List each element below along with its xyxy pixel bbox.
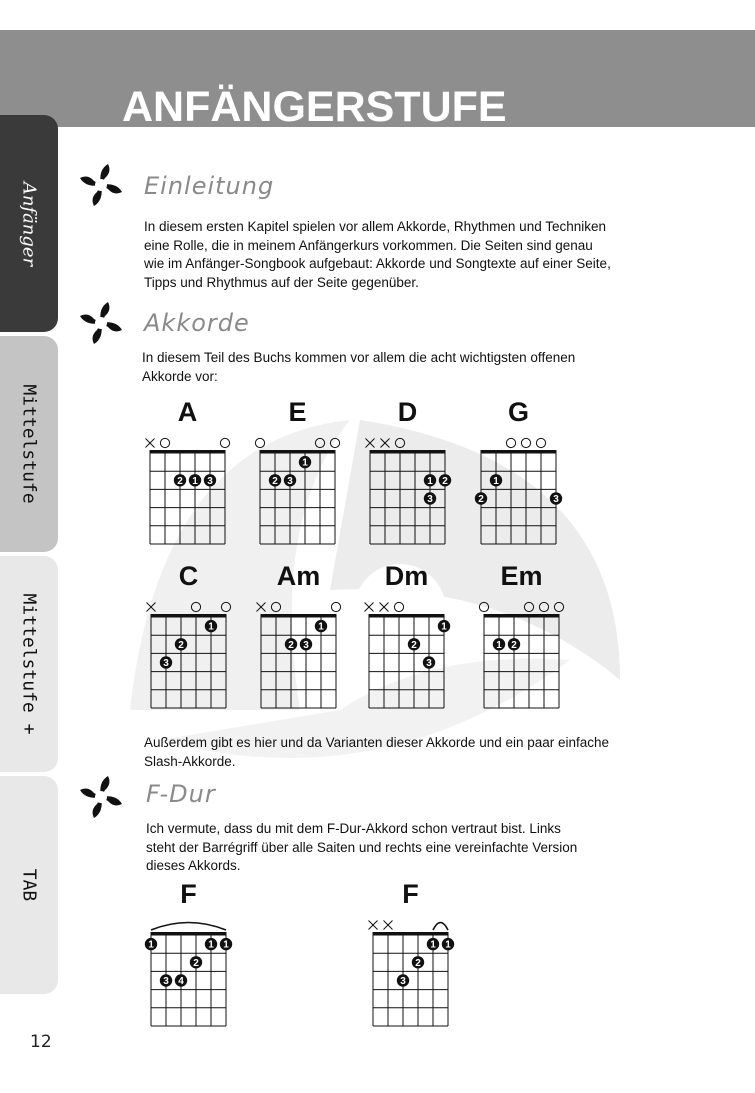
finger-number: 1: [318, 621, 324, 633]
intro-line: In diesem ersten Kapitel spielen vor allem Akkorde, Rhythmen und Techniken: [144, 219, 607, 234]
nut: [370, 450, 446, 454]
open-string-marker: [394, 602, 403, 611]
finger-number: 2: [415, 957, 421, 969]
finger-number: 3: [427, 494, 433, 506]
nut: [373, 932, 449, 936]
pinwheel-icon: [78, 774, 124, 820]
open-string-marker: [330, 438, 339, 447]
open-string-marker: [160, 438, 169, 447]
open-string-marker: [536, 438, 545, 447]
chords-paragraph: [142, 349, 575, 386]
section-title-einleitung: Einleitung: [144, 172, 275, 200]
finger-number: 2: [442, 475, 448, 487]
finger-number: 1: [427, 475, 433, 487]
chapter-title: ANFÄNGERSTUFE: [122, 83, 507, 131]
finger-number: 1: [430, 939, 436, 951]
finger-number: 1: [496, 639, 502, 651]
fdur-line: dieses Akkords.: [146, 858, 241, 873]
open-string-marker: [315, 438, 324, 447]
open-string-marker: [554, 602, 563, 611]
open-string-marker: [524, 602, 533, 611]
chord-grid: [363, 885, 458, 1030]
chord-name: D: [397, 397, 418, 427]
finger-number: 1: [223, 939, 229, 951]
open-string-marker: [539, 602, 548, 611]
open-string-marker: [220, 438, 229, 447]
fdur-line: Ich vermute, dass du mit dem F-Dur-Akkord schon vertraut bist. Links: [146, 821, 561, 836]
finger-number: 2: [478, 494, 484, 506]
open-string-marker: [395, 438, 404, 447]
tab-mittelstufe-plus[interactable]: [0, 556, 58, 772]
tab-tab[interactable]: [0, 776, 58, 994]
chords-line: Akkorde vor:: [142, 368, 218, 384]
open-string-marker: [479, 602, 488, 611]
finger-number: 1: [493, 475, 499, 487]
finger-number: 1: [445, 939, 451, 951]
chord-name: A: [177, 397, 198, 427]
chapter-header: [0, 30, 755, 131]
finger-number: 3: [400, 976, 406, 988]
chord-grid: [471, 403, 566, 548]
page-number: 12: [30, 1032, 52, 1052]
tab-label: Mittelstufe: [18, 384, 40, 504]
nut: [151, 932, 227, 936]
finger-number: 3: [553, 494, 559, 506]
finger-number: 2: [411, 639, 417, 651]
chord-name: E: [288, 397, 307, 427]
chord-name: C: [178, 561, 199, 591]
side-tabs: [0, 0, 60, 1093]
intro-paragraph: [144, 218, 611, 292]
chord-name: Am: [276, 561, 321, 591]
finger-number: 1: [441, 621, 447, 633]
finger-number: 3: [287, 475, 293, 487]
chord-grid: [360, 403, 455, 548]
chord-grid: [474, 567, 569, 712]
open-string-marker: [521, 438, 530, 447]
finger-number: 1: [302, 457, 308, 469]
chords-after-line: Slash-Akkorde.: [144, 753, 236, 769]
barre-arc: [433, 923, 448, 931]
barre-arc: [151, 923, 226, 931]
tab-label: Mittelstufe +: [18, 593, 40, 735]
chords-after-paragraph: [144, 734, 609, 771]
intro-line: Tipps und Rhythmus auf der Seite gegenüber.: [144, 274, 419, 290]
chord-grid: [141, 885, 236, 1030]
tab-label: TAB: [18, 868, 40, 902]
nut: [484, 614, 560, 618]
nut: [369, 614, 445, 618]
open-string-marker: [191, 602, 200, 611]
finger-number: 4: [178, 976, 184, 988]
intro-line: eine Rolle, die in meinem Anfängerkurs vorkommen. Die Seiten sind genau: [144, 237, 593, 253]
chord-name: G: [507, 397, 529, 427]
open-string-marker: [271, 602, 280, 611]
chord-name: Dm: [384, 561, 429, 591]
finger-number: 3: [163, 976, 169, 988]
chord-name: Em: [500, 561, 543, 591]
tab-anfaenger[interactable]: [0, 115, 58, 332]
nut: [481, 450, 557, 454]
finger-number: 2: [288, 639, 294, 651]
finger-number: 3: [426, 658, 432, 670]
chord-name: F: [180, 879, 197, 909]
chord-grid: [359, 567, 454, 712]
open-string-marker: [506, 438, 515, 447]
chord-grid: [251, 567, 346, 712]
finger-number: 2: [177, 475, 183, 487]
chords-after-line: Außerdem gibt es hier und da Varianten dieser Akkorde und ein paar einfache: [144, 735, 610, 750]
finger-number: 1: [208, 621, 214, 633]
nut: [151, 614, 227, 618]
chord-name: F: [402, 879, 419, 909]
finger-number: 3: [163, 658, 169, 670]
tab-label: Anfänger: [18, 181, 40, 266]
finger-number: 1: [208, 939, 214, 951]
tab-mittelstufe[interactable]: [0, 336, 58, 552]
finger-number: 1: [192, 475, 198, 487]
intro-line: wie im Anfänger-Songbook aufgebaut: Akkorde und Songtexte auf einer Seite,: [144, 256, 611, 271]
fdur-paragraph: [146, 820, 577, 876]
finger-number: 1: [148, 939, 154, 951]
finger-number: 2: [272, 475, 278, 487]
open-string-marker: [255, 438, 264, 447]
section-title-akkorde: Akkorde: [144, 309, 250, 337]
nut: [260, 450, 336, 454]
finger-number: 2: [178, 639, 184, 651]
finger-number: 2: [511, 639, 517, 651]
chord-grid: [140, 403, 235, 548]
fdur-line: steht der Barrégriff über alle Saiten und rechts eine vereinfachte Version: [146, 839, 578, 855]
section-title-fdur: F-Dur: [146, 780, 216, 808]
nut: [261, 614, 337, 618]
open-string-marker: [221, 602, 230, 611]
pinwheel-icon: [78, 300, 124, 346]
finger-number: 3: [303, 639, 309, 651]
pinwheel-icon: [78, 162, 124, 208]
finger-number: 2: [193, 957, 199, 969]
chords-line: In diesem Teil des Buchs kommen vor allem die acht wichtigsten offenen: [142, 350, 576, 365]
open-string-marker: [331, 602, 340, 611]
chord-grid: [250, 403, 345, 548]
nut: [150, 450, 226, 454]
finger-number: 3: [207, 475, 213, 487]
chord-grid: [141, 567, 236, 712]
